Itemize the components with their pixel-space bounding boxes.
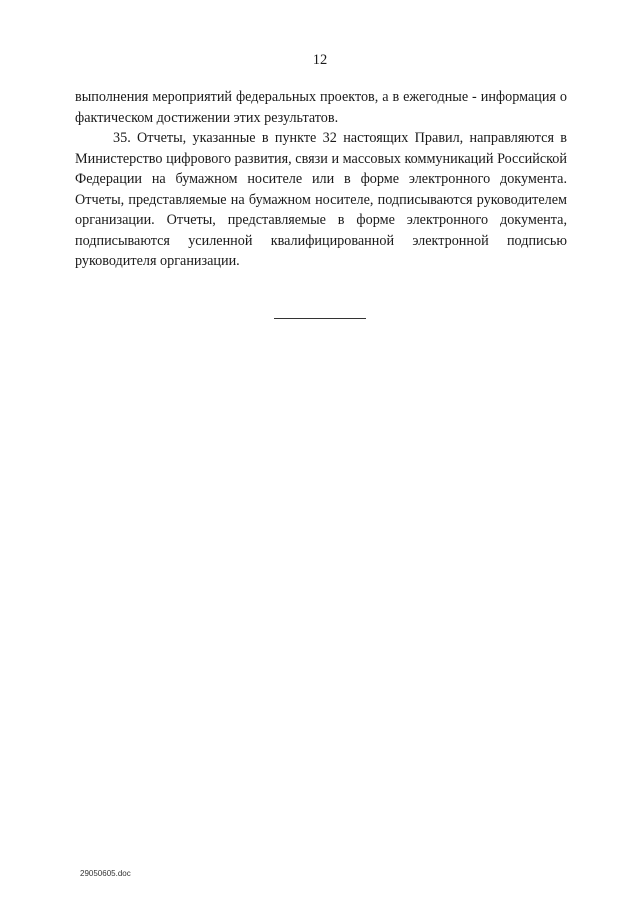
page-number: 12: [312, 52, 328, 68]
end-separator-line: [274, 318, 366, 319]
document-body: [75, 87, 567, 272]
footer-filename: 29050605.doc: [80, 869, 131, 878]
paragraph-continuation: выполнения мероприятий федеральных проектов, а в ежегодные - информация о фактическом достижении этих результатов.: [75, 89, 567, 126]
paragraph-35: 35. Отчеты, указанные в пункте 32 настоящих Правил, направляются в Министерство цифрового развития, связи и массовых коммуникаций Российской Федерации на бумажном носителе или в форме электронного документа. Отчеты, представляемые на бумажном носителе, подписываются руководителем организации. Отчеты, представляемые в форме электронного документа, подписываются усиленной квалифицированной электронной подписью руководителя организации.: [75, 130, 567, 269]
